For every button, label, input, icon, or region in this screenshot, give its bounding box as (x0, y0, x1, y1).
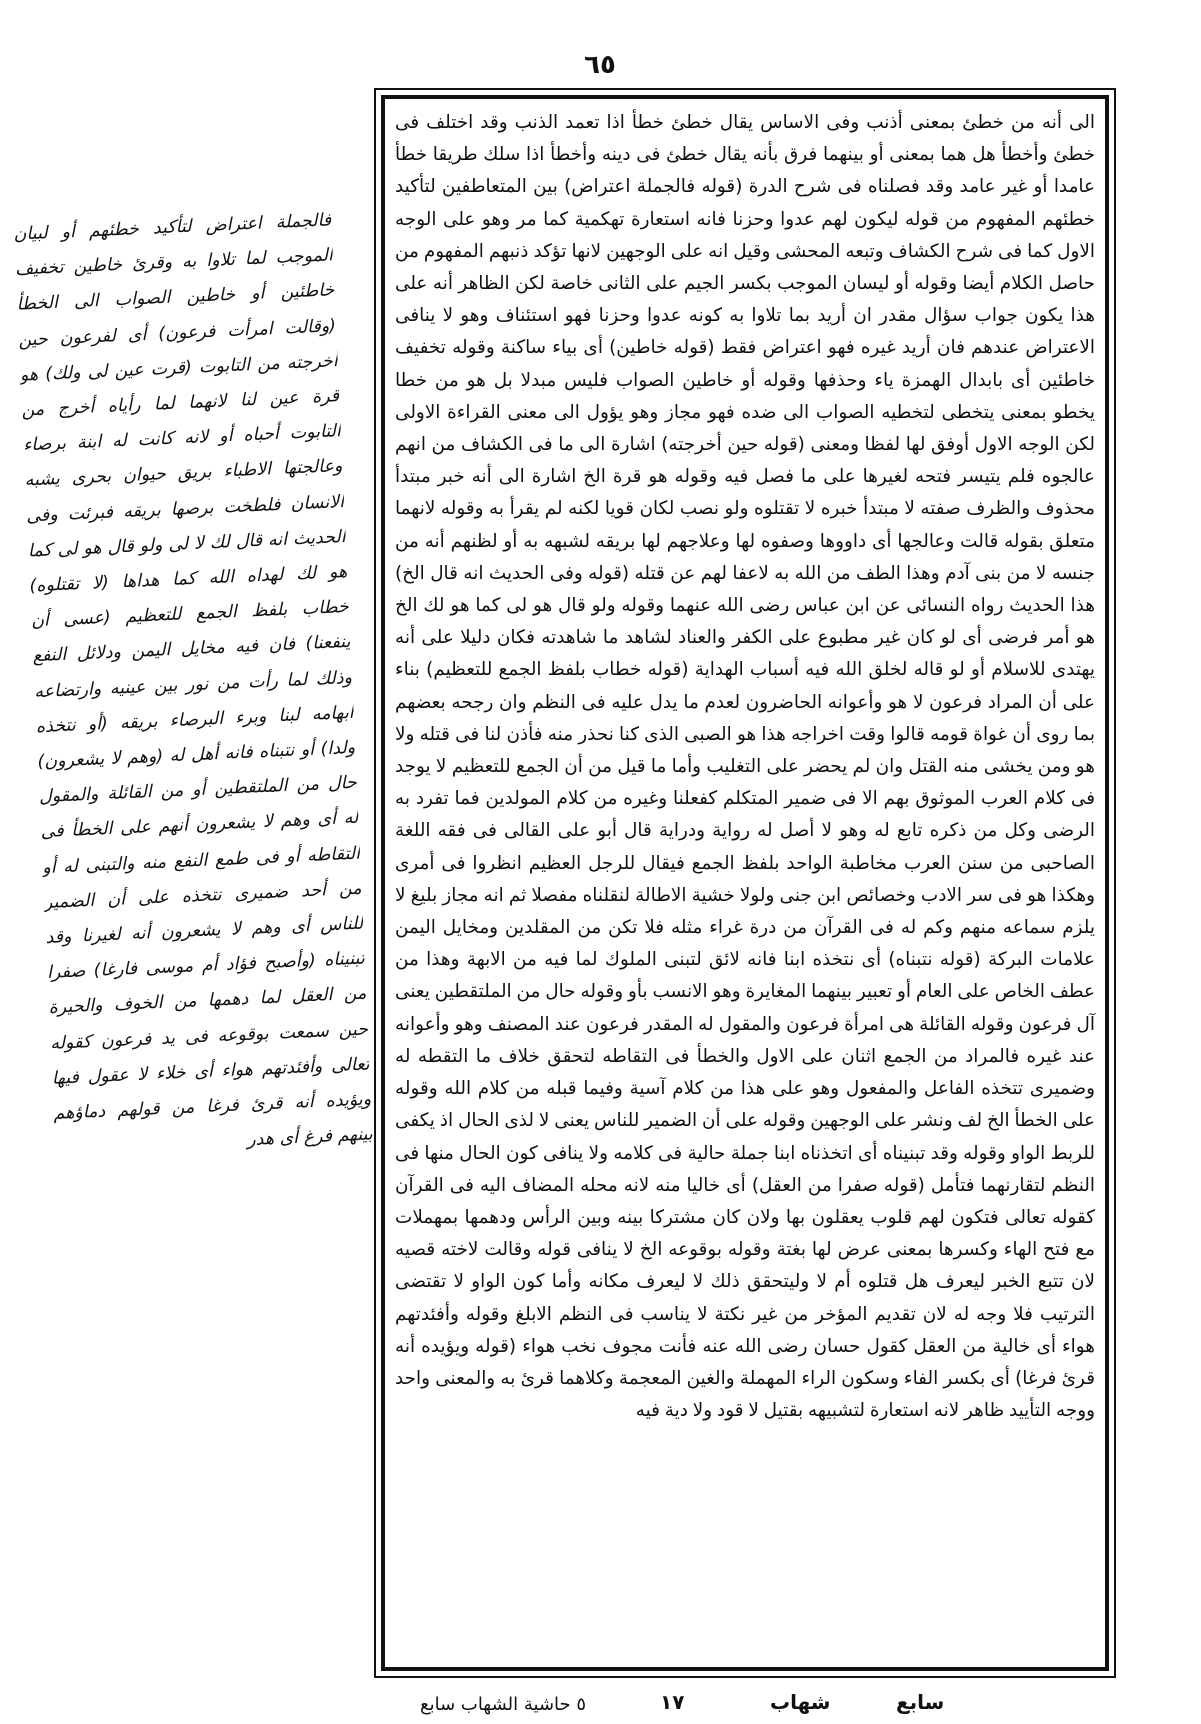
main-paragraph: الى أنه من خطئ بمعنى أذنب وفى الاساس يقال خطئ خطأ اذا تعمد الذنب وقد اختلف فى خطئ وأخطأ هل هما بمعنى أو بينهما فرق بأنه يقال خطئ فى دينه وأخطأ اذا سلك طريقا خطأ عامدا أو غير عامد وقد فصلناه فى شرح الدرة (395, 112, 1096, 198)
footer-signature-word: شهاب (770, 1690, 831, 1714)
footer-signature: ٥ حاشية الشهاب سابع (420, 1694, 587, 1715)
page-footer (420, 1690, 1160, 1720)
main-text-frame (374, 88, 1116, 1678)
main-paragraph: (قوله ويؤيده أنه قرئ فرغا) أى بكسر الفاء وسكون الراء المهملة والغين المعجمة وكلاهما قرئ به والمعنى واحد ووجه التأييد ظاهر لانه استعارة لتشبيهه بقتيل لا قود ولا دية فيه (395, 1335, 1095, 1422)
footer-signature-word-2: سابع (896, 1690, 945, 1714)
main-paragraph: (قوله خاطين) أى بياء ساكنة وقوله تخفيف خاطئين أى بابدال الهمزة ياء وحذفها وقوله أو خاطين الصواب فليس مبدلا بل هو من خطا يخطو بمعنى يتخطى لتخطيه الصواب الى ضده فهو مجاز وهو يؤول الى معنى القراءة الاولى لكن الوجه الاول أوفق لها لفظا ومعنى (395, 337, 1096, 456)
footer-signature-number: ١٧ (660, 1690, 685, 1714)
main-paragraph: (قوله حين أخرجته) اشارة الى ما فى الكشاف من انهم عالجوه فلم يتيسر فتحه لغيرها على ما فصل فيه وقوله هو قرة الخ اشارة الى أنه خبر مبتدأ محذوف والظرف صفته لا مبتدأ خبره لا تقتلوه ولو نصب لكان قويا لكنه لم يقرأ به وقوله لانهما متعلق بقوله قالت وعالجها أى داووها وصفوه لها وعلاجهم لها بريقه لشبهه به أو لظنهم أنه من جنسه لا من بنى آدم وهذا الطف من الله به لاعفا لهم عن قتله (395, 434, 1095, 584)
main-paragraph: (قوله نتبناه) أى نتخذه ابنا فانه لائق لتبنى الملوك لما فيه من الابهة وهذا من عطف الخاص على العام أو تعبير بينهما المغايرة وهو الانسب بأو وقوله حال من الملتقطين يعنى آل فرعون وقوله القائلة هى امرأة فرعون والمقول له المقدر فرعون عند المصنف وهو وأعوانه عند غيره فالمراد من الجمع اثنان على الاول والخطأ فى التقاطه لتحقق خلاف ما التقطه له وضميرى تتخذه الفاعل والمفعول وهو على هذا من كلام آسية وفيما قبله من كلام الله وقوله على الخطأ الخ لف ونشر على الوجهين وقوله على أن الضمير للناس يعنى لا لذى الحال اذ يكفى للربط الواو وقوله وقد تبنيناه أى اتخذناه ابنا جملة حالية فى كلامه ولا ينافى كون الحال منها فى النظم لتقارنهما فتأمل (395, 949, 1095, 1196)
main-paragraph: (قوله فالجملة اعتراض) بين المتعاطفين لتأكيد خطئهم المفهوم من قوله ليكون لهم عدوا وحزنا فانه استعارة تهكمية كما مر وهو على الوجه الاول كما فى شرح الكشاف وتبعه المحشى وقيل انه على الوجهين لانها تؤكد ذنبهم المفهوم من حاصل الكلام أيضا وقوله أو ليسان الموجب بكسر الجيم على الثانى خاصة لكن الظاهر أنه على هذا يكون جواب سؤال مقدر ان أريد بما تلاوا به كونه عدوا وحزنا فهو استئناف وهو لا ينافى الاعتراض عندهم فان أريد غيره فهو اعتراض فقط (395, 176, 1095, 359)
main-paragraph: (قوله خطاب بلفظ الجمع للتعظيم) بناء على أن المراد فرعون لا هو وأعوانه الحاضرون لعدم ما يدل عليه فى النظم وان رجحه بعضهم بما روى أن غواة قومه قالوا وقت اخراجه هذا هو الصبى الذى كنا نحذر منه فأذن لنا فى قتله ولا هو ومن يخشى منه القتل وان لم يحضر على التغليب وأما ما قيل من أن الجمع للتعظيم لا يوجد فى كلام العرب الموثوق بهم الا فى ضمير المتكلم كفعلنا وغيره من كلام المولدين فما تفرد به الرضى وكل من ذكره تابع له وهو لا أصل له رواية ودراية قال أبو على القالى فى فقه اللغة الصاحبى من سنن العرب مخاطبة الواحد بلفظ الجمع فيقال للرجل العظيم انظروا فى أمرى وهكذا هو فى سر الادب وخصائص ابن جنى ولولا خشية الاطالة لنقلناه مفصلا ثم انه مجاز بليغ لا يلزم سماعه منهم وكم له فى القرآن من درة غراء مثله فلا تكن من المقلدين ومخايل اليمن علامات البركة (395, 659, 1095, 971)
main-commentary-text (395, 107, 1095, 1427)
main-text-inner-border (381, 95, 1109, 1671)
main-paragraph: (قوله وفى الحديث انه قال الخ) هذا الحديث رواه النسائى عن ابن عباس رضى الله عنهما وقوله ولو قال هو لى كما هو لك الخ هو أمر فرضى أى لو كان غير مطبوع على الكفر والعناد لشاهد ما شاهدته فكان دليلا على أنه يهتدى للاسلام أو لو قاله لخلق الله فيه أسباب الهداية (395, 562, 1095, 681)
main-paragraph: (قوله صفرا من العقل) أى خاليا منه لانه محله المضاف اليه فى القرآن كقوله تعالى فتكون لهم قلوب يعقلون بها ولان كان مشتركا بينه وبين الرأس ودهمها بمهملات مع فتح الهاء وكسرها بمعنى عرض لها بغتة وقوله بوقوعه الخ لا ينافى قوله وقالت لاخته قصيه لان تتبع الخبر ليعرف هل قتلوه أم لا وليتحقق ذلك لا ليعرف مكانه وأما كون الواو لا تقتضى الترتيب فلا وجه له لان تقديم المؤخر من غير نكتة لا يناسب فى النظم الابلغ وقوله وأفئدتهم هواء أى خالية من العقل كقول حسان رضى الله عنه فأنت مجوف نخب هواء (395, 1174, 1095, 1357)
page-number: ٦٥ (584, 50, 616, 80)
margin-tafsir-text: فالجملة اعتراض لتأكيد خطئهم أو لبيان الموجب لما تلاوا به وقرئ خاطين تخفيف خاطئين أو خاطين الصواب الى الخطأ (وقالت امرأت فرعون) أى لفرعون حين أخرجته من التابوت (قرت عين لى ولك) هو قرة عين لنا لانهما لما رأياه أخرج من التابوت أحباه أو لانه كانت له ابنة برصاء وعالجتها الاطباء بريق حيوان بحرى يشبه الانسان فلطخت برصها بريقه فبرئت وفى الحديث انه قال لك لا لى ولو قال هو لى كما هو لك لهداه الله كما هداها (لا تقتلوه) خطاب بلفظ الجمع للتعظيم (عسى أن ينفعنا) فان فيه مخايل اليمن ودلائل النفع وذلك لما رأت من نور بين عينيه وارتضاعه ابهامه لبنا وبرء البرصاء بريقه (أو نتخذه ولدا) أو نتبناه فانه أهل له (وهم لا يشعرون) حال من الملتقطين أو من القائلة والمقول له أى وهم لا يشعرون أنهم على الخطأ فى التقاطه أو فى طمع النفع منه والتبنى له أو من أحد ضميرى نتخذه على أن الضمير للناس أى وهم لا يشعرون أنه لغيرنا وقد تبنيناه (وأصبح فؤاد أم موسى فارغا) صفرا من العقل لما دهمها من الخوف والحيرة حين سمعت بوقوعه فى يد فرعون كقوله تعالى وأفئدتهم هواء أى خلاء لا عقول فيها ويؤيده أنه قرئ فرغا من قولهم دماؤهم بينهم فرغ أى هدر (13, 210, 374, 1151)
